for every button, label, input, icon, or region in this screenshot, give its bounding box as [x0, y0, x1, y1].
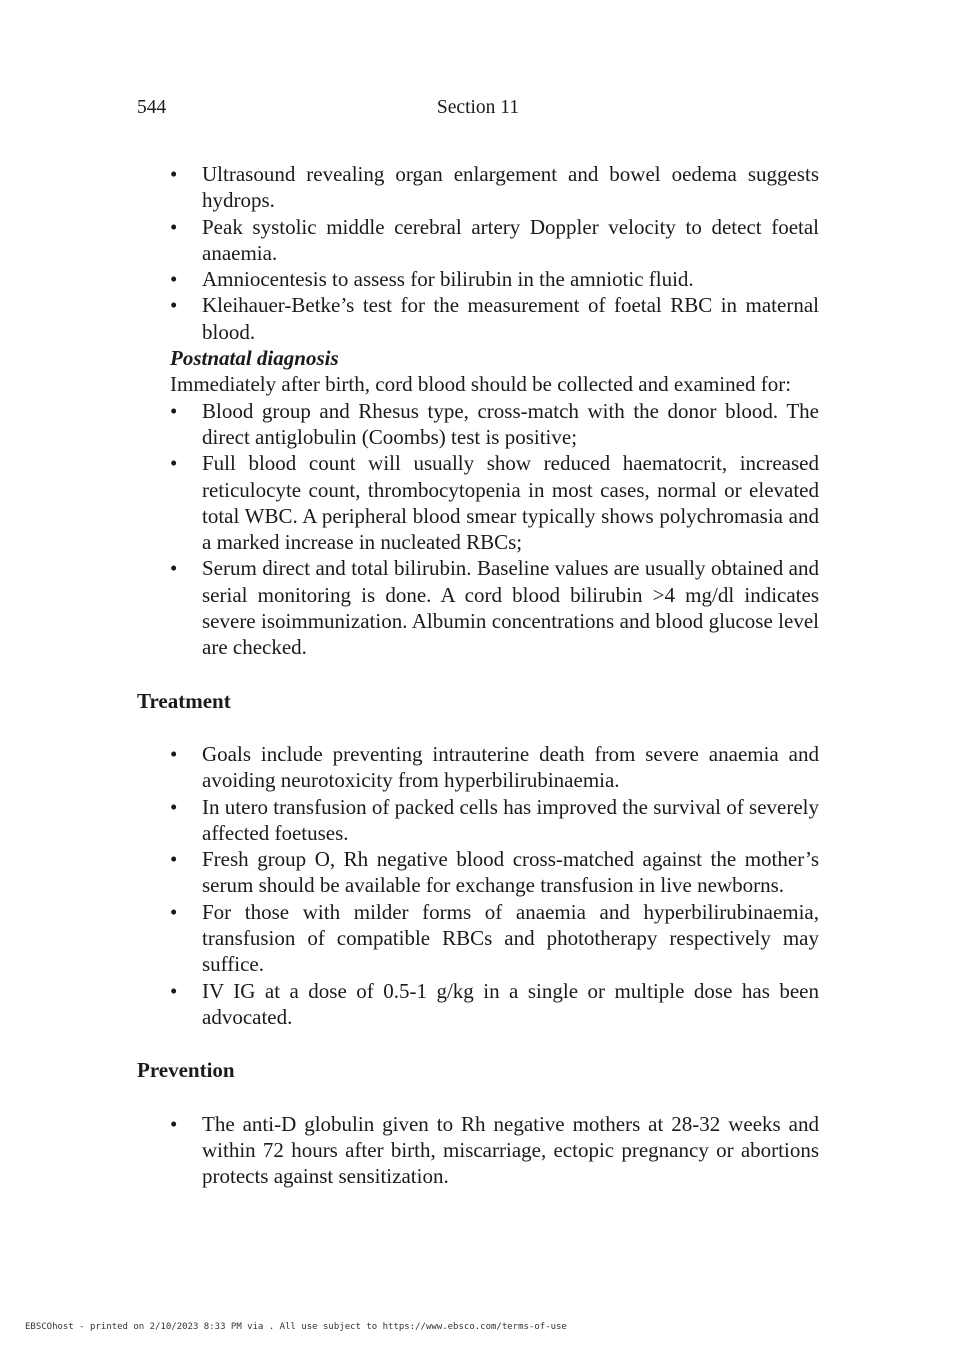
postnatal-list [137, 398, 819, 661]
list-item: • In utero transfusion of packed cells has improved the survival of severely affected foetuses. [137, 794, 819, 847]
prevention-heading: Prevention [137, 1058, 235, 1083]
list-item: • The anti-D globulin given to Rh negative mothers at 28-32 weeks and within 72 hours after birth, miscarriage, ectopic pregnancy or abortions protects against sensitization. [137, 1111, 819, 1190]
list-item: • Full blood count will usually show reduced haematocrit, increased reticulocyte count, thrombocytopenia in most cases, normal or elevated total WBC. A peripheral blood smear typically shows polychromasia and a marked increase in nucleated RBCs; [137, 450, 819, 555]
page-content [137, 161, 819, 1189]
diagnosis-list [137, 161, 819, 345]
list-item: • Kleihauer-Betke’s test for the measurement of foetal RBC in maternal blood. [137, 292, 819, 345]
list-item: • Fresh group O, Rh negative blood cross-matched against the mother’s serum should be available for exchange transfusion in live newborns. [137, 846, 819, 899]
list-item: • Peak systolic middle cerebral artery Doppler velocity to detect foetal anaemia. [137, 214, 819, 267]
postnatal-intro: Immediately after birth, cord blood should be collected and examined for: [170, 372, 792, 397]
prevention-list [137, 1111, 819, 1190]
list-item: • Goals include preventing intrauterine death from severe anaemia and avoiding neurotoxicity from hyperbilirubinaemia. [137, 741, 819, 794]
list-item: • Serum direct and total bilirubin. Baseline values are usually obtained and serial monitoring is done. A cord blood bilirubin >4 mg/dl indicates severe isoimmunization. Albumin concentrations and blood glucose level are checked. [137, 555, 819, 660]
page-header [137, 97, 819, 121]
running-head: Section 11 [436, 97, 520, 118]
list-item: • Amniocentesis to assess for bilirubin in the amniotic fluid. [137, 266, 819, 292]
list-item: • Ultrasound revealing organ enlargement and bowel oedema suggests hydrops. [137, 161, 819, 214]
list-item: • For those with milder forms of anaemia and hyperbilirubinaemia, transfusion of compatible RBCs and phototherapy respectively may suffice. [137, 899, 819, 978]
list-item: • Blood group and Rhesus type, cross-match with the donor blood. The direct antiglobulin (Coombs) test is positive; [137, 398, 819, 451]
page-number: 544 [137, 97, 167, 118]
list-item: • IV IG at a dose of 0.5-1 g/kg in a single or multiple dose has been advocated. [137, 978, 819, 1031]
treatment-list [137, 741, 819, 1030]
print-footer: EBSCOhost - printed on 2/10/2023 8:33 PM via . All use subject to https://www.ebsco.com/terms-of-use [25, 1322, 567, 1332]
postnatal-heading: Postnatal diagnosis [170, 346, 339, 371]
treatment-heading: Treatment [137, 688, 231, 713]
